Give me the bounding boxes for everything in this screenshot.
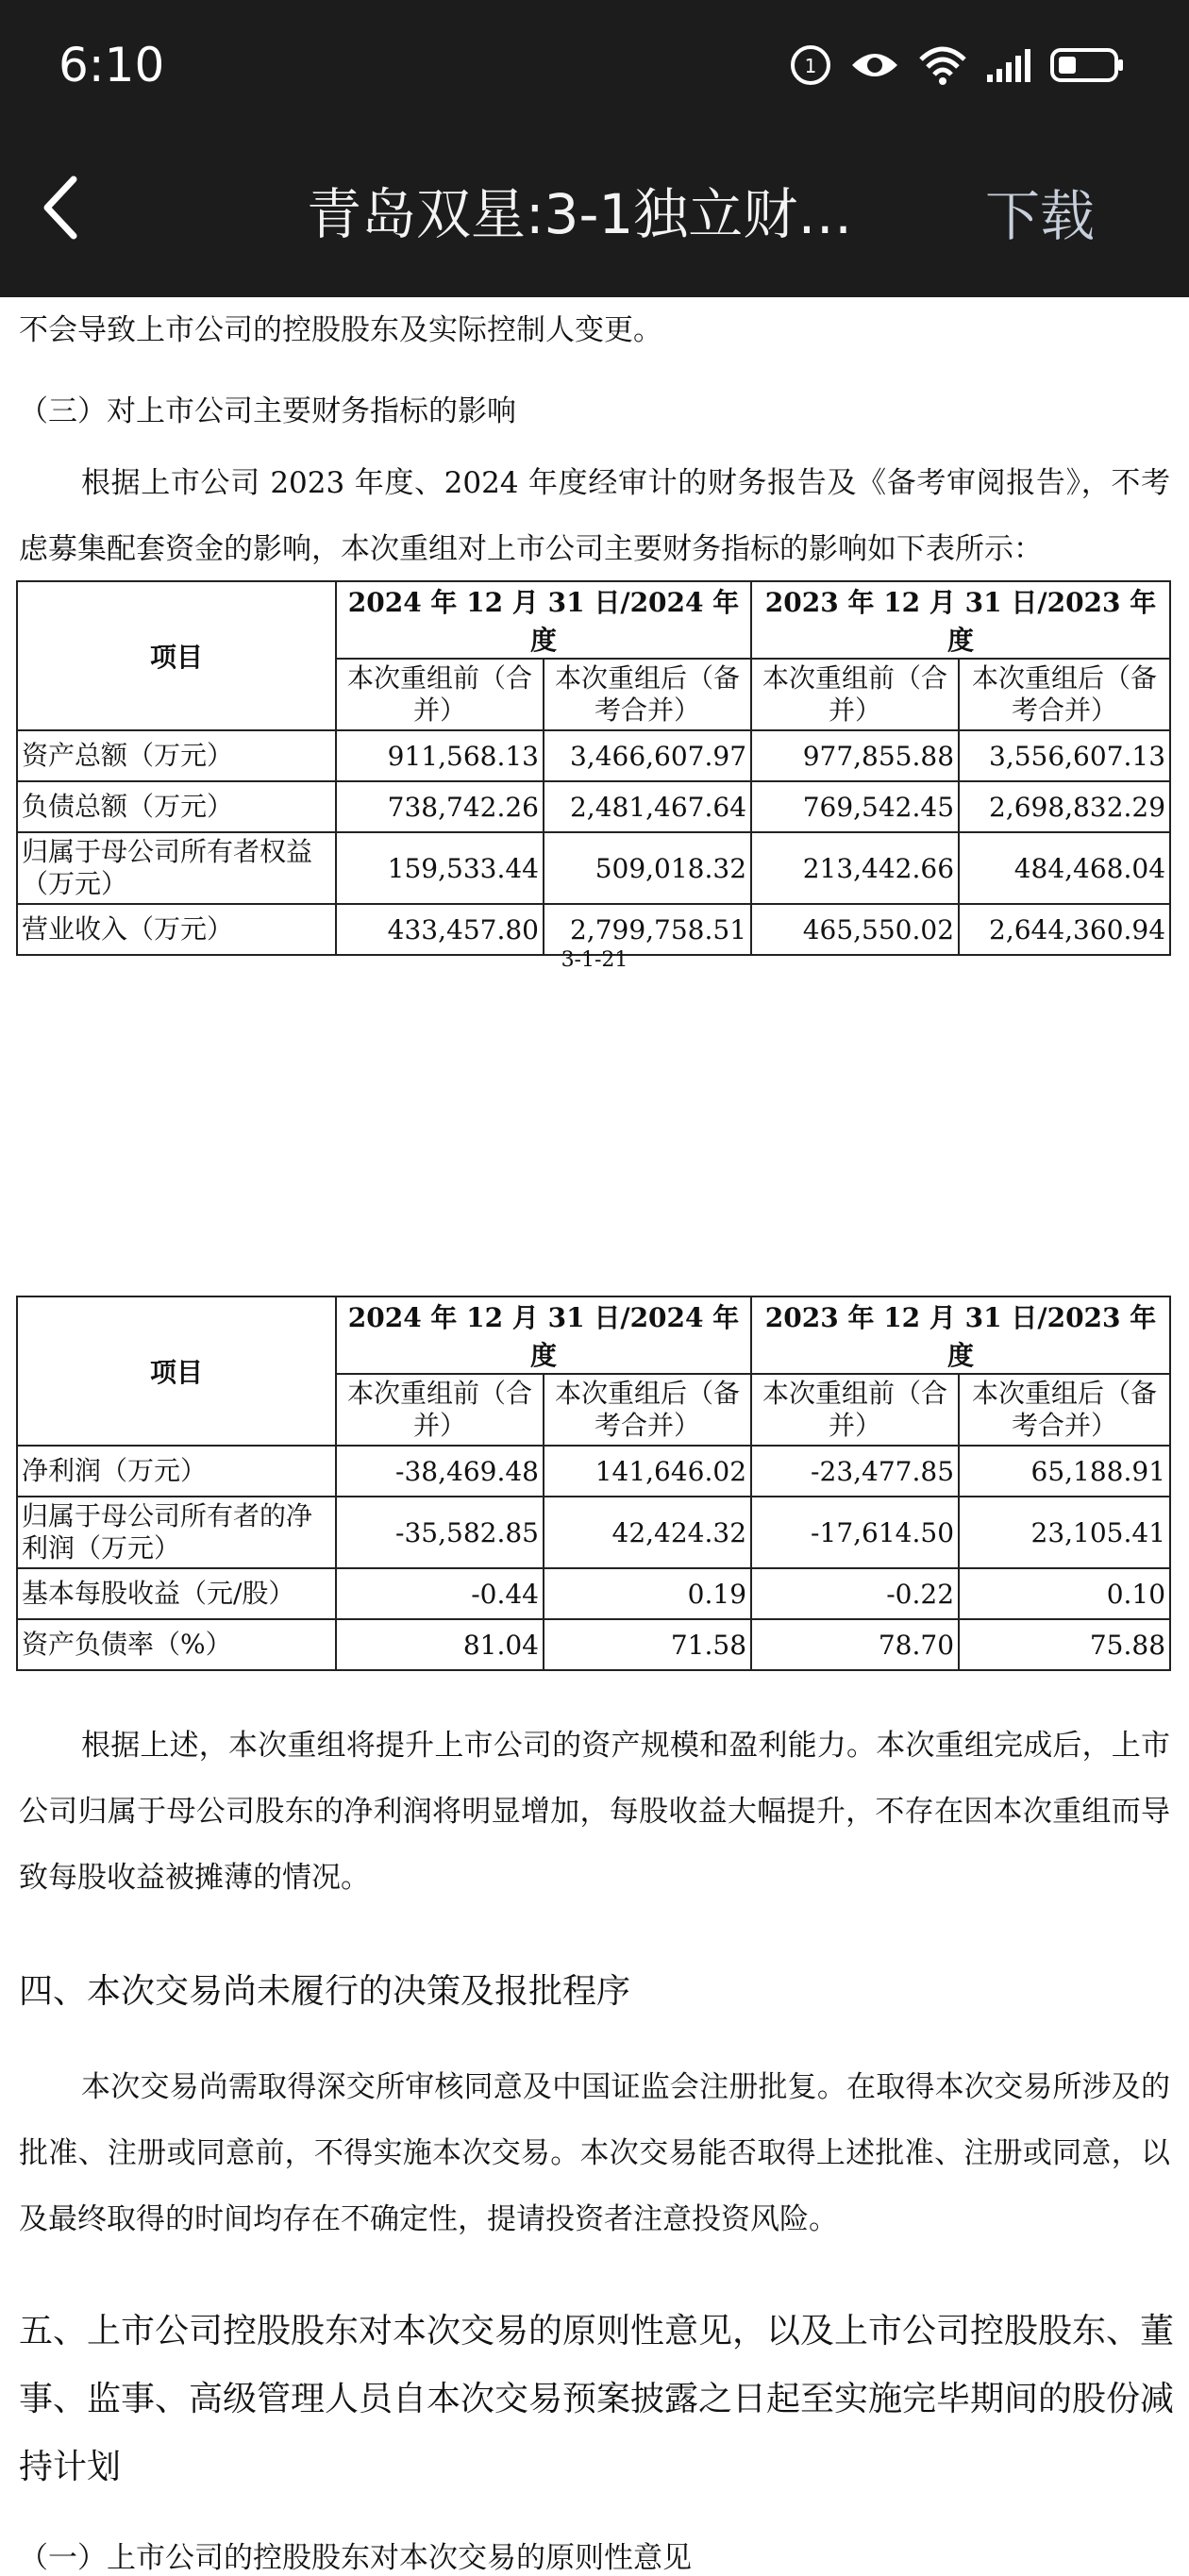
header-after: 本次重组后（备考合并） bbox=[959, 659, 1170, 730]
status-icons bbox=[789, 43, 1125, 87]
signal-icon bbox=[985, 46, 1032, 84]
header-after: 本次重组后（备考合并） bbox=[959, 1374, 1170, 1446]
cell-value: 3,556,607.13 bbox=[959, 730, 1170, 781]
table-row bbox=[17, 832, 1170, 904]
table-row bbox=[17, 1568, 1170, 1619]
cell-value: 213,442.66 bbox=[751, 832, 959, 904]
cell-value: 159,533.44 bbox=[336, 832, 544, 904]
cell-value: -0.22 bbox=[751, 1568, 959, 1619]
cell-value: 484,468.04 bbox=[959, 832, 1170, 904]
cell-value: 465,550.02 bbox=[751, 904, 959, 955]
cell-value: 3,466,607.97 bbox=[544, 730, 751, 781]
row-label: 基本每股收益（元/股） bbox=[17, 1568, 336, 1619]
cell-value: 2,698,832.29 bbox=[959, 781, 1170, 832]
table-row bbox=[17, 904, 1170, 955]
table-row bbox=[17, 1497, 1170, 1568]
cell-value: 509,018.32 bbox=[544, 832, 751, 904]
svg-text:1: 1 bbox=[804, 55, 817, 77]
cell-value: 0.19 bbox=[544, 1568, 751, 1619]
cell-value: 977,855.88 bbox=[751, 730, 959, 781]
data-saver-icon bbox=[789, 43, 832, 87]
cell-value: 81.04 bbox=[336, 1619, 544, 1670]
header-before: 本次重组前（合并） bbox=[751, 1374, 959, 1446]
cell-value: 2,644,360.94 bbox=[959, 904, 1170, 955]
cell-value: -35,582.85 bbox=[336, 1497, 544, 1568]
section-heading: 五、上市公司控股股东对本次交易的原则性意见，以及上市公司控股股东、董事、监事、高级管理人员自本次交易预案披露之日起至实施完毕期间的股份减持计划 bbox=[19, 2312, 1175, 2486]
download-button[interactable]: 下载 bbox=[984, 184, 1095, 248]
cell-value: 65,188.91 bbox=[959, 1446, 1170, 1497]
back-button[interactable] bbox=[32, 170, 89, 245]
cell-value: 78.70 bbox=[751, 1619, 959, 1670]
row-label: 资产总额（万元） bbox=[17, 730, 336, 781]
header-period-2023: 2023 年 12 月 31 日/2023 年度 bbox=[751, 581, 1170, 659]
paragraph-approval: 本次交易尚需取得深交所审核同意及中国证监会注册批复。在取得本次交易所涉及的批准、注册或同意前，不得实施本次交易。本次交易能否取得上述批准、注册或同意，以及最终取得的时间均存在不确定性，提请投资者注意投资风险。 bbox=[19, 2070, 1170, 2236]
cell-value: 769,542.45 bbox=[751, 781, 959, 832]
table-row bbox=[17, 1446, 1170, 1497]
battery-icon bbox=[1049, 46, 1125, 84]
row-label: 归属于母公司所有者权益（万元） bbox=[17, 832, 336, 904]
eye-icon bbox=[849, 46, 900, 84]
cell-value: 0.10 bbox=[959, 1568, 1170, 1619]
header-after: 本次重组后（备考合并） bbox=[544, 1374, 751, 1446]
table-row bbox=[17, 730, 1170, 781]
row-label: 资产负债率（%） bbox=[17, 1619, 336, 1670]
cell-value: -23,477.85 bbox=[751, 1446, 959, 1497]
row-label: 净利润（万元） bbox=[17, 1446, 336, 1497]
financial-table-2 bbox=[16, 1296, 1171, 1671]
cell-value: -17,614.50 bbox=[751, 1497, 959, 1568]
header-after: 本次重组后（备考合并） bbox=[544, 659, 751, 730]
financial-table-1 bbox=[16, 580, 1171, 956]
section-heading: 四、本次交易尚未履行的决策及报批程序 bbox=[19, 1972, 631, 2011]
cell-value: 75.88 bbox=[959, 1619, 1170, 1670]
header-period-2024: 2024 年 12 月 31 日/2024 年度 bbox=[336, 581, 751, 659]
section-subheading: （一）上市公司的控股股东对本次交易的原则性意见 bbox=[19, 2541, 692, 2575]
row-label: 营业收入（万元） bbox=[17, 904, 336, 955]
header-item: 项目 bbox=[17, 581, 336, 730]
app-header bbox=[0, 0, 1189, 297]
paragraph-summary: 根据上述，本次重组将提升上市公司的资产规模和盈利能力。本次重组完成后，上市公司归属于母公司股东的净利润将明显增加，每股收益大幅提升，不存在因本次重组而导致每股收益被摊薄的情况。 bbox=[19, 1729, 1170, 1895]
cell-value: 141,646.02 bbox=[544, 1446, 751, 1497]
status-time: 6:10 bbox=[59, 38, 165, 92]
cell-value: 42,424.32 bbox=[544, 1497, 751, 1568]
chevron-left-icon bbox=[32, 170, 89, 245]
header-item: 项目 bbox=[17, 1296, 336, 1446]
wifi-icon bbox=[917, 44, 968, 86]
cell-value: -38,469.48 bbox=[336, 1446, 544, 1497]
header-period-2023: 2023 年 12 月 31 日/2023 年度 bbox=[751, 1296, 1170, 1374]
header-period-2024: 2024 年 12 月 31 日/2024 年度 bbox=[336, 1296, 751, 1374]
document-title: 青岛双星:3-1独立财… bbox=[307, 182, 853, 246]
cell-value: 433,457.80 bbox=[336, 904, 544, 955]
header-before: 本次重组前（合并） bbox=[336, 659, 544, 730]
row-label: 负债总额（万元） bbox=[17, 781, 336, 832]
header-before: 本次重组前（合并） bbox=[751, 659, 959, 730]
cell-value: 738,742.26 bbox=[336, 781, 544, 832]
cell-value: 911,568.13 bbox=[336, 730, 544, 781]
cell-value: 2,481,467.64 bbox=[544, 781, 751, 832]
page-number: 3-1-21 bbox=[561, 948, 628, 972]
cell-value: 23,105.41 bbox=[959, 1497, 1170, 1568]
table-row bbox=[17, 1619, 1170, 1670]
table-row bbox=[17, 781, 1170, 832]
header-before: 本次重组前（合并） bbox=[336, 1374, 544, 1446]
section-heading: （三）对上市公司主要财务指标的影响 bbox=[19, 394, 516, 428]
cell-value: 2,799,758.51 bbox=[544, 904, 751, 955]
paragraph-intro: 根据上市公司 2023 年度、2024 年度经审计的财务报告及《备考审阅报告》，不考虑募集配套资金的影响，本次重组对上市公司主要财务指标的影响如下表所示： bbox=[19, 466, 1170, 566]
cell-value: 71.58 bbox=[544, 1619, 751, 1670]
paragraph-line: 不会导致上市公司的控股股东及实际控制人变更。 bbox=[19, 313, 662, 347]
row-label: 归属于母公司所有者的净利润（万元） bbox=[17, 1497, 336, 1568]
cell-value: -0.44 bbox=[336, 1568, 544, 1619]
